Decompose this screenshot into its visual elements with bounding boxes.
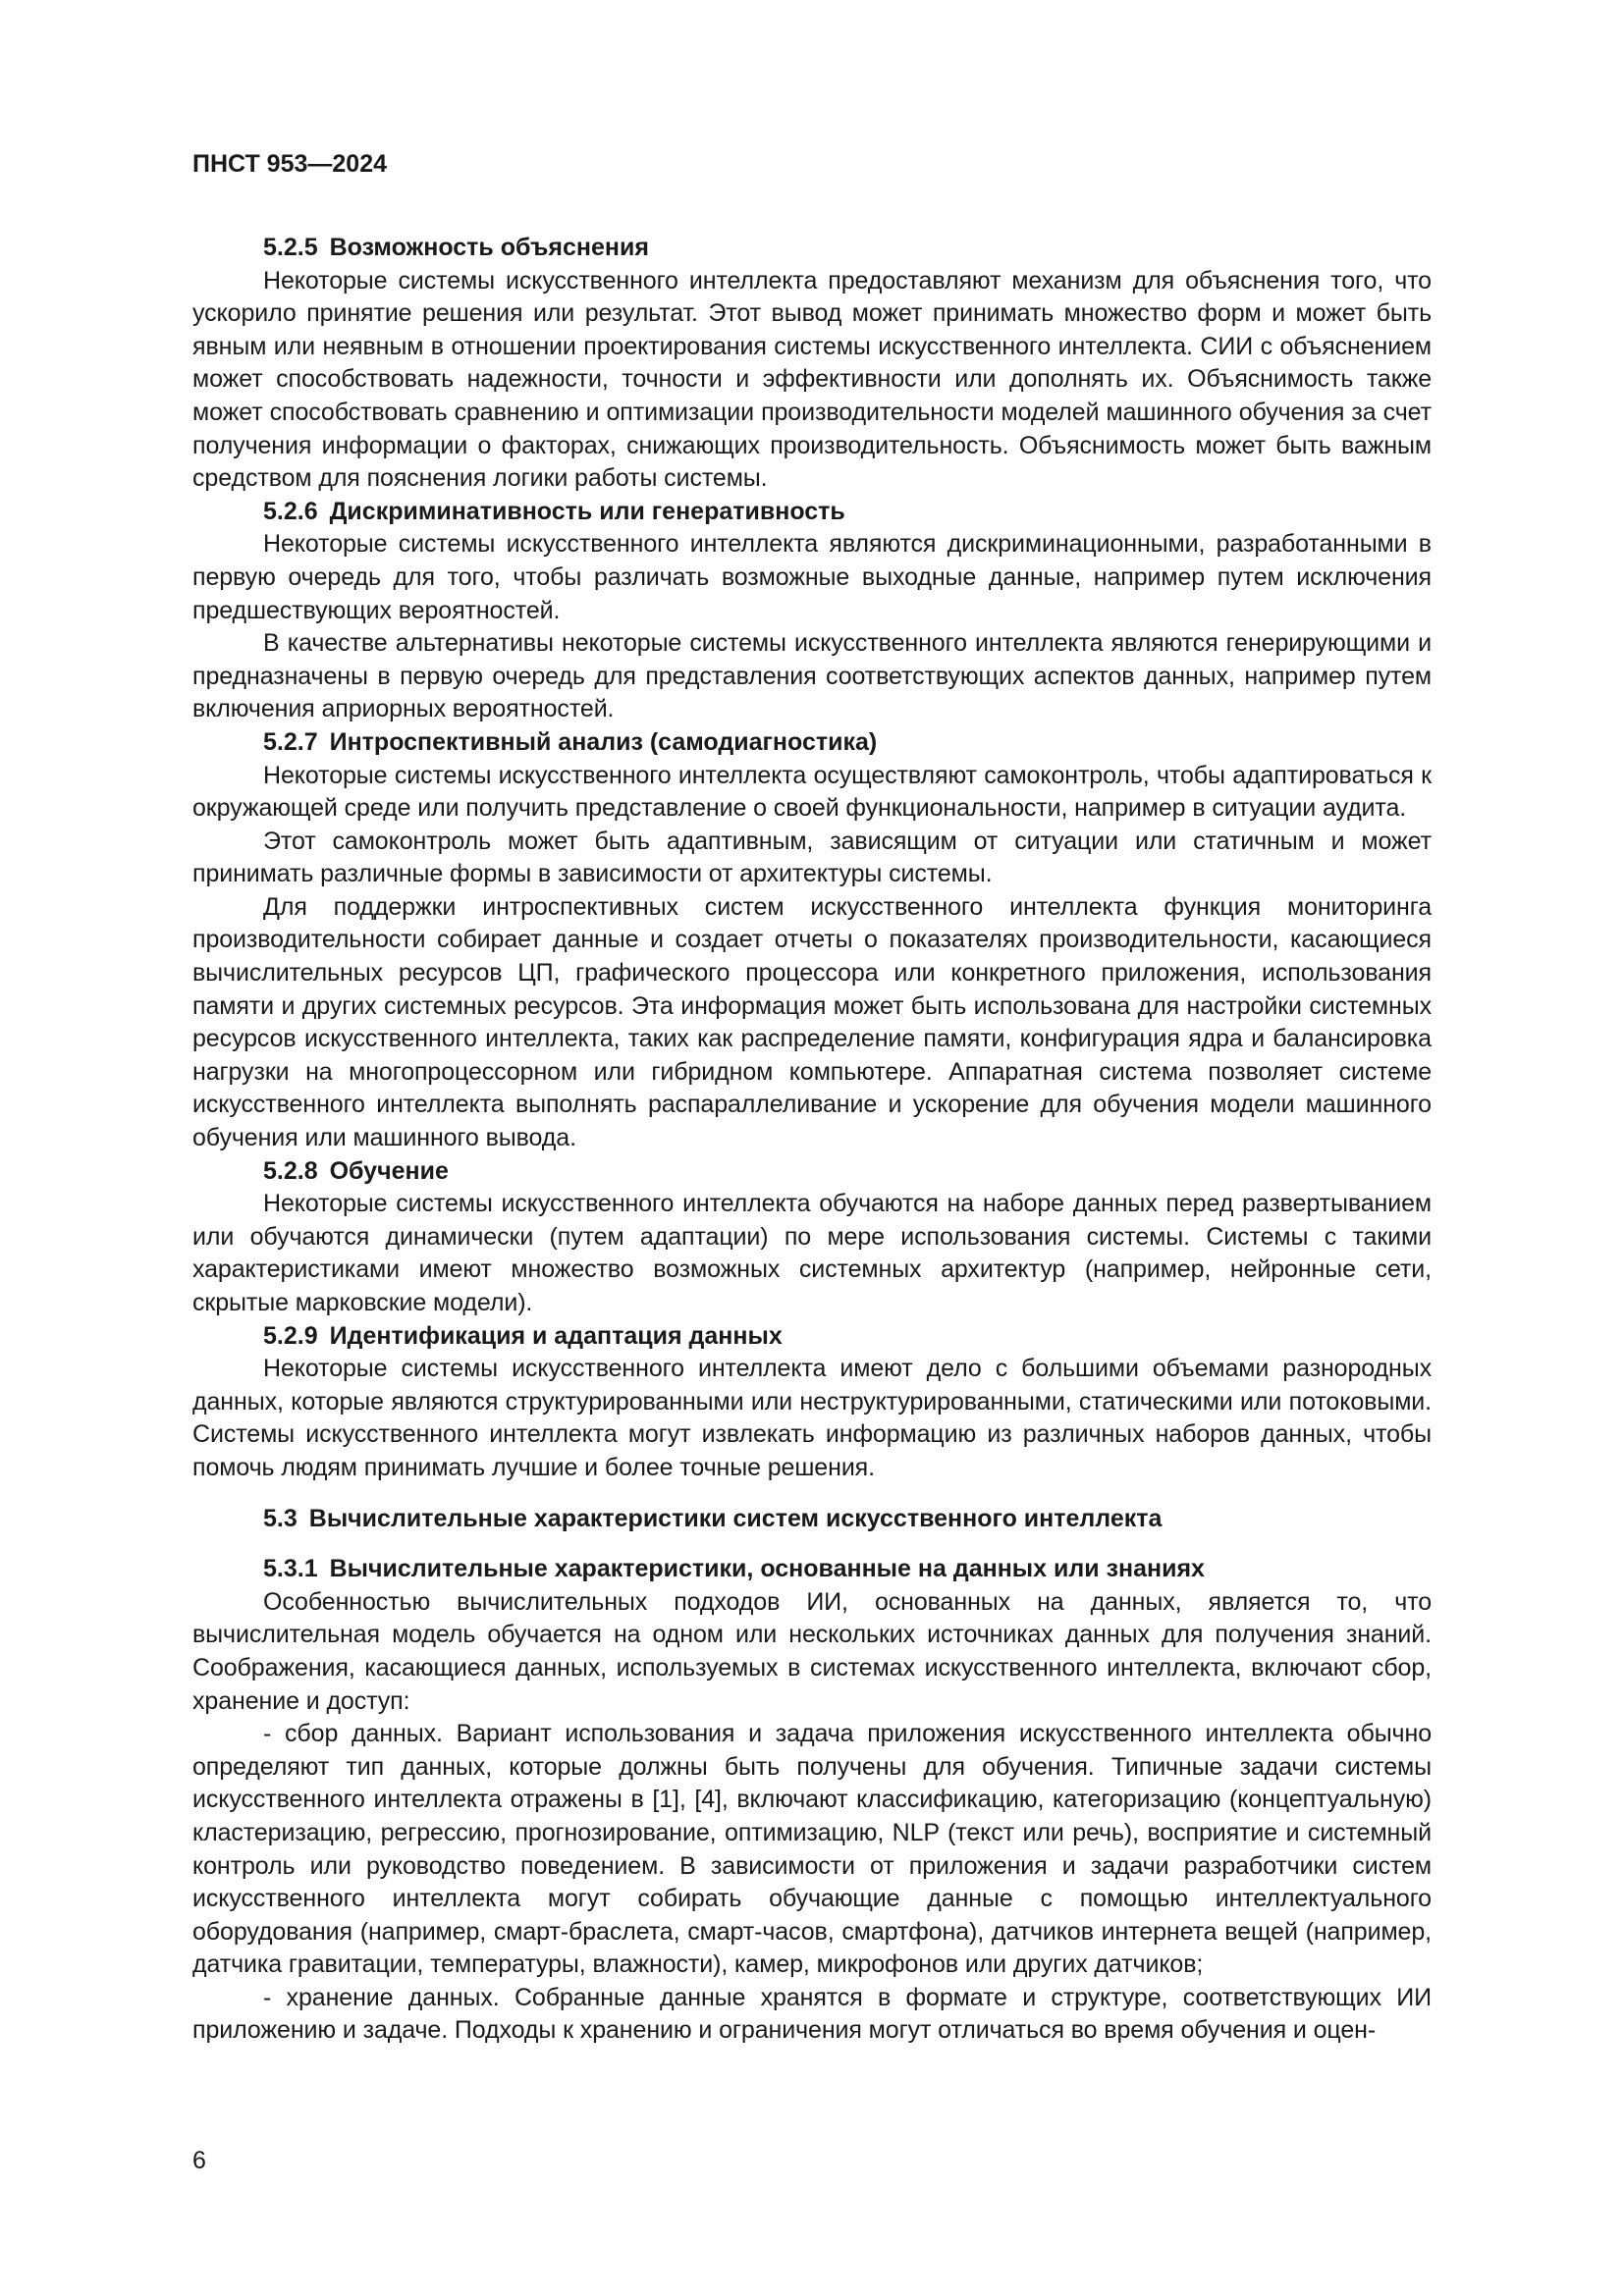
section-number: 5.2.5 xyxy=(263,234,318,261)
paragraph: Некоторые системы искусственного интеллекта имеют дело с большими объемами разнородных данных, которые являются структурированными или неструктурированными, статическими или потоковыми. Системы искусственного интеллекта могут извлекать информацию из различных наборов данных, чтобы помочь людям принимать лучшие и более точные решения. xyxy=(192,1355,1432,1481)
section-title: Обучение xyxy=(329,1156,449,1185)
paragraph: Некоторые системы искусственного интеллекта предоставляют механизм для объяснения того, что ускорило принятие решения или результат. Этот вывод может принимать множество форм и может быть явным или неявным в отношении проектирования системы искусственного интеллекта. СИИ с объяснением может способствовать надежности, точности и эффективности или дополнять их. Объяснимость также может способствовать сравнению и оптимизации производительности моделей машинного обучения за счет получения информации о факторах, снижающих производительность. Объяснимость может быть важным средством для пояснения логики работы системы. xyxy=(192,266,1432,493)
section-number: 5.2.8 xyxy=(263,1156,318,1185)
list-item: - сбор данных. Вариант использования и задача приложения искусственного интеллекта обычно определяют тип данных, которые должны быть получены для обучения. Типичные задачи системы искусственного интеллекта отражены в [1], [4], включают классификацию, категоризацию (концептуальную) кластеризацию, регрессию, прогнозирование, оптимизацию, NLP (текст или речь), восприятие и системный контроль или руководство поведением. В зависимости от приложения и задачи разработчики систем искусственного интеллекта могут собирать обучающие данные с помощью интеллектуального оборудования (например, смарт-браслета, смарт-часов, смартфона), датчиков интернета вещей (например, датчика гравитации, температуры, влажности), камер, микрофонов или других датчиков; xyxy=(192,1720,1432,1979)
paragraph: В качестве альтернативы некоторые системы искусственного интеллекта являются генерирующими и предназначены в первую очередь для представления соответствующих аспектов данных, например путем включения априорных вероятностей. xyxy=(192,629,1432,723)
paragraph: Некоторые системы искусственного интеллекта обучаются на наборе данных перед развертыванием или обучаются динамически (путем адаптации) по мере использования системы. Системы с такими характеристиками имеют множество возможных системных архитектур (например, нейронные сети, скрытые марковские модели). xyxy=(192,1190,1432,1316)
paragraph: Особенностью вычислительных подходов ИИ, основанных на данных, является то, что вычислительная модель обучается на одном или нескольких источниках данных для получения знаний. Соображения, касающиеся данных, используемых в системах искусственного интеллекта, включают сбор, хранение и доступ: xyxy=(192,1587,1432,1715)
section-number: 5.2.6 xyxy=(263,497,318,525)
section-title: Дискриминативность или генеративность xyxy=(329,497,845,525)
section-heading-5-2-7 xyxy=(192,726,1432,760)
page-number: 6 xyxy=(192,2147,206,2174)
section-heading-5-2-9 xyxy=(192,1320,1432,1354)
section-heading-5-3-1 xyxy=(192,1553,1432,1586)
section-heading-5-2-6 xyxy=(192,496,1432,529)
paragraph: Этот самоконтроль может быть адаптивным, зависящим от ситуации или статичным и может принимать различные формы в зависимости от архитектуры системы. xyxy=(192,827,1432,888)
document-id-header: ПНСТ 953—2024 xyxy=(192,150,387,178)
section-number: 5.3.1 xyxy=(263,1555,318,1583)
list-item: - хранение данных. Собранные данные хранятся в формате и структуре, соответствующих ИИ приложению и задаче. Подходы к хранению и ограничения могут отличаться во время обучения и оцен- xyxy=(192,1983,1432,2045)
section-heading-5-2-5 xyxy=(192,232,1432,265)
section-title: Вычислительные характеристики, основанные на данных или знаниях xyxy=(329,1555,1205,1583)
section-title: Интроспективный анализ (самодиагностика) xyxy=(329,727,878,756)
section-title: Вычислительные характеристики систем искусственного интеллекта xyxy=(308,1504,1163,1532)
section-heading-5-3 xyxy=(192,1503,1432,1536)
paragraph: Некоторые системы искусственного интеллекта осуществляют самоконтроль, чтобы адаптироваться к окружающей среде или получить представление о своей функциональности, например в ситуации аудита. xyxy=(192,761,1432,823)
section-number: 5.2.9 xyxy=(263,1321,318,1350)
document-page xyxy=(192,147,1432,2048)
section-number: 5.2.7 xyxy=(263,727,318,756)
section-number: 5.3 xyxy=(263,1504,298,1532)
section-title: Возможность объяснения xyxy=(329,234,649,261)
section-title: Идентификация и адаптация данных xyxy=(329,1321,783,1350)
paragraph: Некоторые системы искусственного интеллекта являются дискриминационными, разработанными в первую очередь для того, чтобы различать возможные выходные данные, например путем исключения предшествующих вероятностей. xyxy=(192,530,1432,624)
section-heading-5-2-8 xyxy=(192,1155,1432,1189)
paragraph: Для поддержки интроспективных систем искусственного интеллекта функция мониторинга производительности собирает данные и создает отчеты о показателях производительности, касающиеся вычислительных ресурсов ЦП, графического процессора или конкретного приложения, использования памяти и других системных ресурсов. Эта информация может быть использована для настройки системных ресурсов искусственного интеллекта, таких как распределение памяти, конфигурация ядра и балансировка нагрузки на многопроцессорном или гибридном компьютере. Аппаратная система позволяет системе искусственного интеллекта выполнять распараллеливание и ускорение для обучения модели машинного обучения или машинного вывода. xyxy=(192,892,1432,1152)
